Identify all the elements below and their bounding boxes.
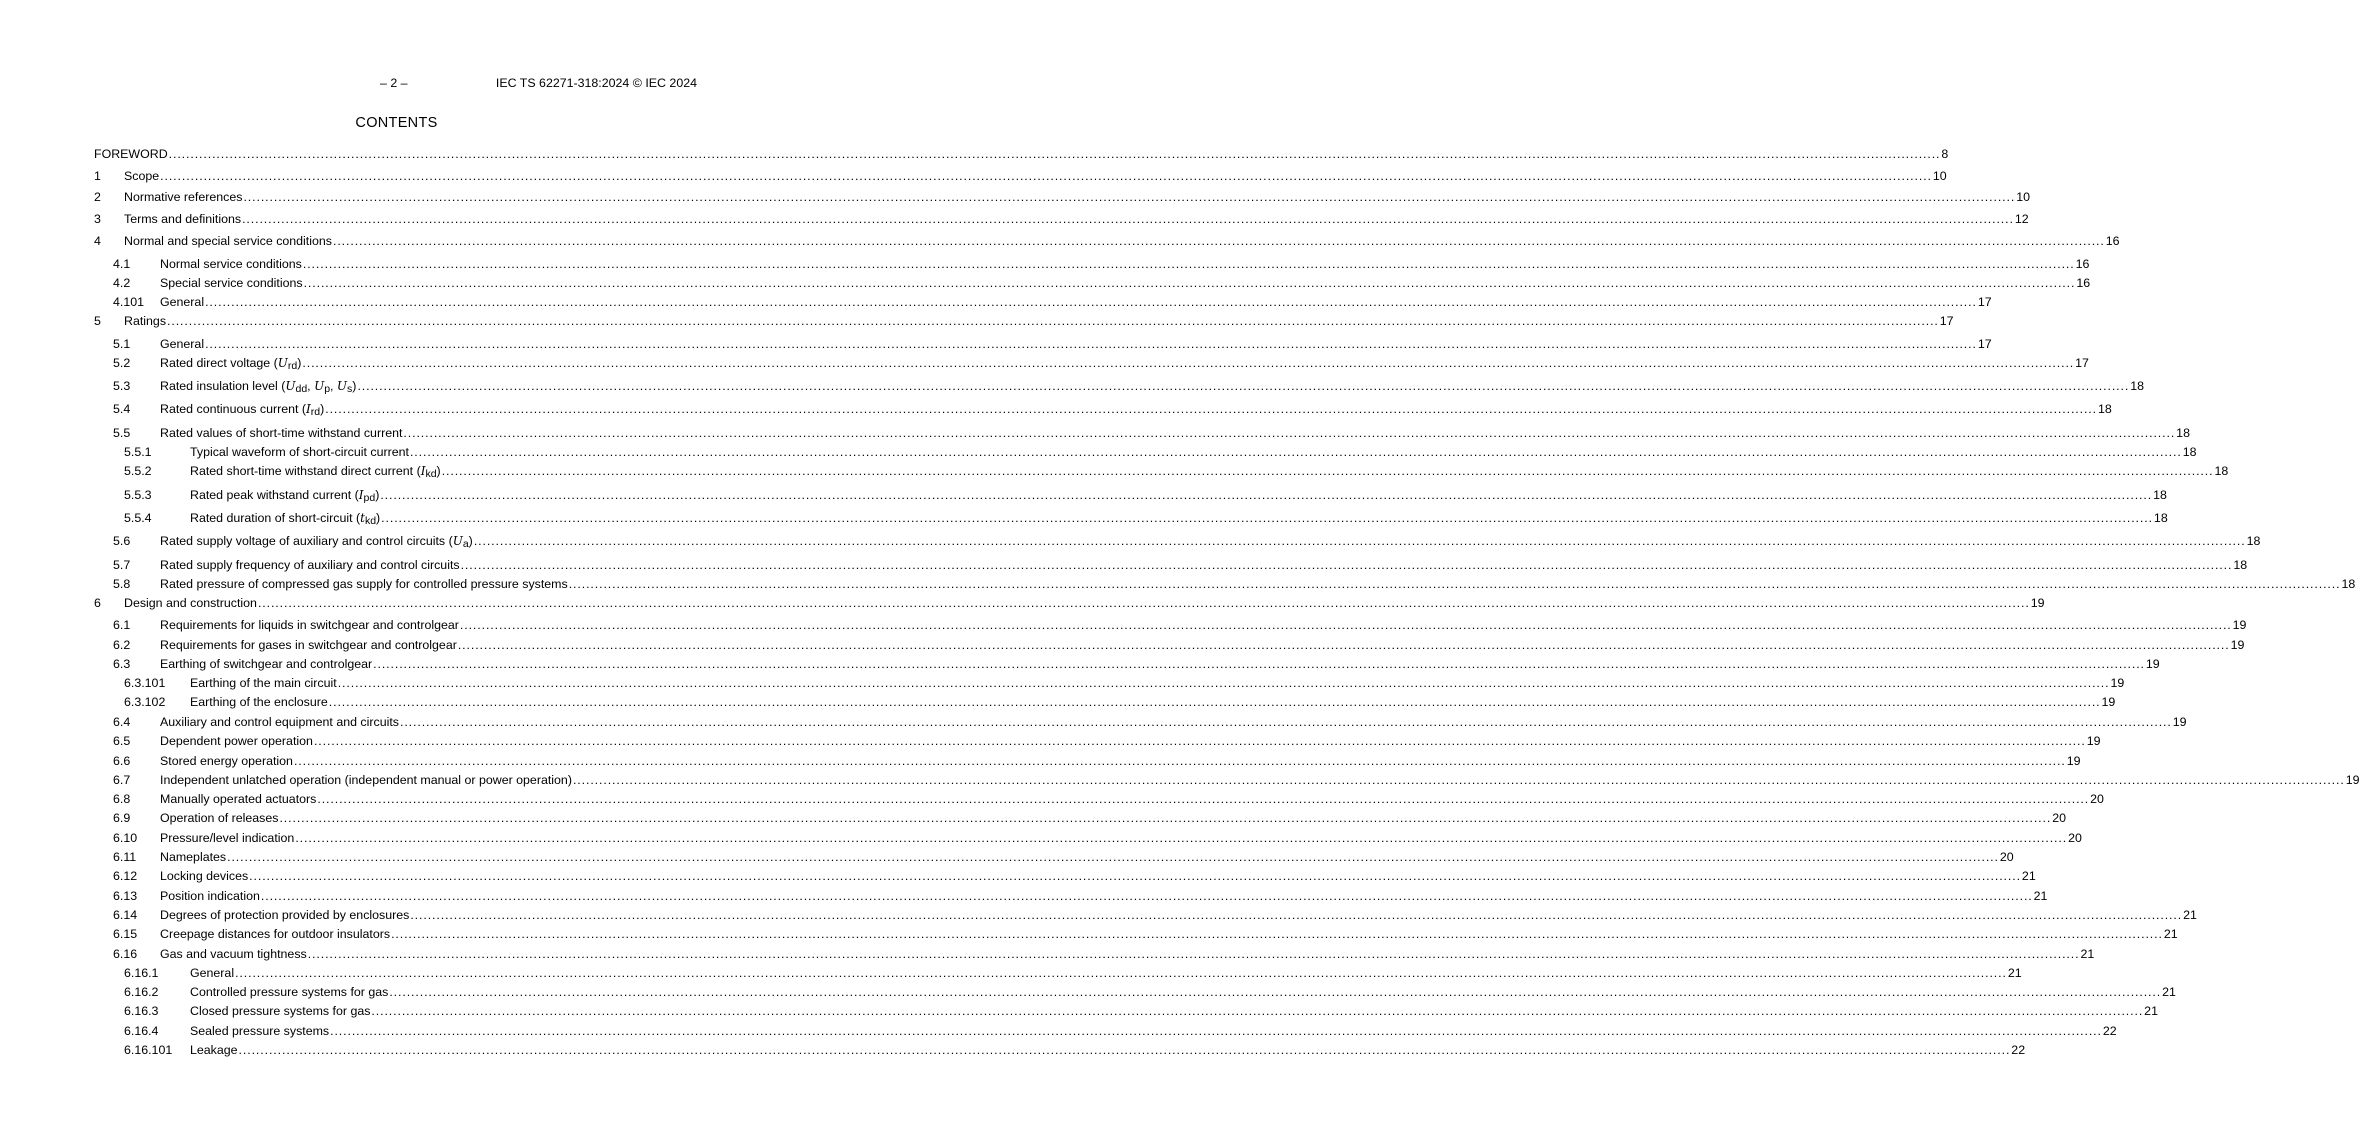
toc-leader [308, 946, 2080, 962]
toc-leader [242, 211, 2014, 227]
toc-page: 16 [2105, 234, 2120, 248]
toc-leader [403, 425, 2175, 441]
toc-leader [294, 753, 2066, 769]
toc-entry[interactable] [113, 576, 2356, 592]
toc-page: 21 [2162, 985, 2176, 999]
title-text: ) [468, 534, 473, 548]
title-text: , [330, 379, 337, 393]
toc-page: 22 [2011, 1043, 2026, 1057]
toc-number: 5.7 [113, 558, 131, 572]
toc-title: Controlled pressure systems for gas [190, 985, 389, 999]
toc-number: 6.16.1 [124, 966, 159, 980]
contents-title: CONTENTS [355, 115, 438, 131]
subscript: pd [363, 492, 376, 504]
toc-entry[interactable] [113, 733, 2101, 749]
toc-leader [373, 656, 2145, 672]
toc-leader [205, 294, 1977, 310]
title-text: ) [436, 464, 441, 478]
toc-page: 19 [2086, 734, 2101, 748]
toc-number: 6.5 [113, 734, 131, 748]
toc-number: 6.13 [113, 889, 138, 903]
toc-entry[interactable] [113, 830, 2082, 846]
toc-entry[interactable] [94, 168, 1947, 184]
toc-leader [410, 907, 2182, 923]
toc-page: 20 [2090, 792, 2104, 806]
toc-title: Normal and special service conditions [124, 234, 332, 248]
toc-title: Independent unlatched operation (independent manual or power operation) [160, 773, 572, 787]
toc-number: 5.5.1 [124, 445, 152, 459]
title-text: ) [352, 379, 357, 393]
toc-entry[interactable] [113, 425, 2190, 441]
subscript: p [324, 383, 331, 395]
toc-number: 6.4 [113, 715, 131, 729]
symbol: I [358, 488, 364, 502]
toc-page: 18 [2182, 445, 2197, 459]
toc-page: 22 [2102, 1024, 2117, 1038]
toc-title: Terms and definitions [124, 212, 242, 226]
toc-entry[interactable] [113, 868, 2036, 884]
toc-leader [160, 168, 1932, 184]
toc-title: Special service conditions [160, 276, 303, 290]
toc-entry[interactable] [113, 926, 2178, 942]
title-text: Rated insulation level ( [160, 379, 286, 393]
title-text: Rated supply voltage of auxiliary and control circuits ( [160, 534, 453, 548]
toc-title: Pressure/level indication [160, 831, 295, 845]
toc-entry[interactable] [113, 378, 2144, 395]
toc-entry[interactable] [124, 444, 2197, 460]
toc-title: Requirements for gases in switchgear and controlgear [160, 638, 457, 652]
toc-entry[interactable] [113, 714, 2187, 730]
toc-page: 21 [2033, 889, 2048, 903]
toc-number: 4.2 [113, 276, 131, 290]
toc-entry[interactable] [113, 946, 2095, 962]
toc-number: 6.11 [113, 850, 137, 864]
toc-page: 17 [1977, 337, 1992, 351]
toc-page: 17 [2075, 356, 2089, 370]
toc-title [160, 401, 324, 420]
toc-number: 5.8 [113, 577, 131, 591]
toc-page: 20 [1999, 850, 2014, 864]
toc-page: 18 [2341, 577, 2356, 591]
toc-leader [167, 313, 1939, 329]
toc-page: 21 [2163, 927, 2178, 941]
title-text: ) [297, 356, 302, 370]
toc-title: Earthing of switchgear and controlgear [160, 657, 373, 671]
toc-entry[interactable] [94, 595, 2045, 611]
toc-leader [442, 463, 2214, 479]
toc-leader [460, 617, 2232, 633]
subscript: s [347, 383, 353, 395]
toc-number: 6.10 [113, 831, 138, 845]
page-header [0, 76, 793, 92]
toc-page: 10 [1932, 169, 1947, 183]
toc-number: 4.101 [113, 295, 145, 309]
toc-page: 21 [2144, 1004, 2158, 1018]
title-text: ) [376, 511, 381, 525]
toc-leader [304, 275, 2076, 291]
toc-entry[interactable] [113, 656, 2160, 672]
symbol: I [306, 402, 311, 416]
toc-number: 4 [94, 234, 101, 248]
title-text: , [307, 379, 315, 393]
toc-page: 18 [2153, 488, 2167, 502]
toc-entry[interactable] [94, 313, 1954, 329]
subscript: kd [425, 468, 437, 480]
toc-title: Locking devices [160, 869, 249, 883]
toc-number: 6.1 [113, 618, 131, 632]
toc-title: Degrees of protection provided by enclosures [160, 908, 410, 922]
toc-title: FOREWORD [94, 147, 168, 161]
toc-title [190, 487, 379, 506]
toc-leader [205, 336, 1977, 352]
toc-entry[interactable] [113, 336, 1992, 352]
toc-page: 18 [2153, 511, 2168, 525]
toc-number: 5 [94, 314, 101, 328]
toc-title: Rated values of short-time withstand current [160, 426, 403, 440]
toc-title [190, 510, 380, 529]
toc-entry[interactable] [113, 888, 2048, 904]
toc-title: Auxiliary and control equipment and circuits [160, 715, 399, 729]
toc-entry[interactable] [113, 849, 2014, 865]
subscript: a [462, 538, 469, 550]
toc-entry[interactable] [113, 772, 2360, 788]
toc-entry[interactable] [124, 1042, 2026, 1058]
toc-entry[interactable] [113, 557, 2248, 573]
toc-page: 21 [2021, 869, 2036, 883]
toc-entry[interactable] [124, 694, 2116, 710]
toc-number: 6.14 [113, 908, 138, 922]
toc-number: 5.5 [113, 426, 131, 440]
toc-number: 6.8 [113, 792, 131, 806]
toc-leader [458, 637, 2230, 653]
toc-title: Manually operated actuators [160, 792, 317, 806]
toc-number: 5.2 [113, 356, 131, 370]
toc-number: 5.5.4 [124, 511, 152, 525]
subscript: rd [310, 406, 321, 418]
toc-title: General [160, 337, 205, 351]
toc-leader [381, 510, 2153, 526]
symbol: U [336, 379, 348, 393]
toc-leader [338, 675, 2110, 691]
title-text: Rated peak withstand current ( [190, 488, 359, 502]
toc-number: 6.16.2 [124, 985, 159, 999]
toc-page: 19 [2145, 657, 2160, 671]
title-text: Rated continuous current ( [160, 402, 307, 416]
toc-title: Design and construction [124, 596, 257, 610]
toc-page: 16 [2075, 257, 2090, 271]
toc-page: 18 [2130, 379, 2144, 393]
toc-leader [569, 576, 2341, 592]
toc-page: 20 [2068, 831, 2082, 845]
symbol: U [314, 379, 325, 393]
toc-page: 12 [2014, 212, 2029, 226]
toc-title: Leakage [190, 1043, 238, 1057]
toc-entry[interactable] [113, 637, 2245, 653]
toc-page: 19 [2172, 715, 2187, 729]
toc-leader [227, 849, 1999, 865]
toc-leader [410, 444, 2182, 460]
toc-title: Sealed pressure systems [190, 1024, 330, 1038]
toc-leader [169, 146, 1941, 162]
toc-entry[interactable] [113, 294, 1992, 310]
toc-entry[interactable] [124, 487, 2167, 504]
toc-page: 18 [2176, 426, 2190, 440]
toc-number: 6 [94, 596, 101, 610]
toc-page: 18 [2233, 558, 2248, 572]
toc-number: 3 [94, 212, 101, 226]
toc-leader [391, 926, 2163, 942]
toc-number: 6.12 [113, 869, 138, 883]
toc-number: 5.3 [113, 379, 131, 393]
toc-leader [314, 733, 2086, 749]
toc-number: 6.7 [113, 773, 131, 787]
subscript: kd [364, 515, 377, 527]
toc-entry[interactable] [113, 275, 2091, 291]
toc-entry[interactable] [124, 984, 2176, 1000]
toc-page: 8 [1941, 147, 1949, 161]
toc-leader [303, 256, 2075, 272]
toc-number: 5.6 [113, 534, 131, 548]
toc-entry[interactable] [113, 907, 2197, 923]
toc-number: 6.3.102 [124, 695, 166, 709]
toc-entry[interactable] [124, 1023, 2117, 1039]
toc-title [160, 378, 356, 397]
toc-page: 19 [2345, 773, 2360, 787]
toc-page: 19 [2110, 676, 2125, 690]
toc-page: 18 [2214, 464, 2229, 478]
toc-number: 1 [94, 169, 101, 183]
symbol: U [285, 379, 296, 393]
toc-leader [573, 772, 2345, 788]
toc-title: Operation of releases [160, 811, 279, 825]
toc-title: Requirements for liquids in switchgear and controlgear [160, 618, 459, 632]
toc-page: 18 [2098, 402, 2112, 416]
toc-entry[interactable] [113, 401, 2112, 418]
toc-page: 21 [2080, 947, 2095, 961]
toc-leader [380, 487, 2152, 503]
toc-leader [371, 1003, 2143, 1019]
toc-entry[interactable] [124, 965, 2022, 981]
toc-title: Stored energy operation [160, 754, 293, 768]
toc-title: Nameplates [160, 850, 227, 864]
toc-leader [258, 595, 2030, 611]
toc-entry[interactable] [113, 355, 2089, 372]
toc-title: Earthing of the main circuit [190, 676, 337, 690]
toc-number: 6.6 [113, 754, 131, 768]
toc-title: Normal service conditions [160, 257, 302, 271]
toc-entry[interactable] [124, 510, 2168, 527]
toc-title: Ratings [124, 314, 167, 328]
toc-entry[interactable] [113, 791, 2104, 807]
toc-entry[interactable] [113, 533, 2261, 550]
symbol: t [360, 511, 365, 525]
toc-title: Creepage distances for outdoor insulators [160, 927, 391, 941]
symbol: U [452, 534, 463, 548]
toc-number: 5.4 [113, 402, 131, 416]
toc-entry[interactable] [113, 256, 2090, 272]
toc-page: 19 [2066, 754, 2081, 768]
toc-leader [302, 355, 2074, 371]
toc-number: 4.1 [113, 257, 131, 271]
toc-entry[interactable] [94, 189, 2030, 205]
toc-page: 18 [2246, 534, 2261, 548]
toc-leader [295, 830, 2067, 846]
title-text: ) [320, 402, 325, 416]
toc-number: 6.16.4 [124, 1024, 159, 1038]
toc-page: 20 [2052, 811, 2067, 825]
toc-page: 19 [2232, 618, 2247, 632]
toc-leader [243, 189, 2015, 205]
toc-number: 5.5.2 [124, 464, 152, 478]
toc-page: 17 [1939, 314, 1954, 328]
toc-number: 6.16.101 [124, 1043, 173, 1057]
toc-title: General [160, 295, 205, 309]
toc-leader [461, 557, 2233, 573]
toc-leader [279, 810, 2051, 826]
toc-title: Gas and vacuum tightness [160, 947, 307, 961]
toc-leader [261, 888, 2033, 904]
toc-number: 6.15 [113, 927, 138, 941]
toc-leader [317, 791, 2089, 807]
toc-title: General [190, 966, 235, 980]
toc-number: 5.1 [113, 337, 131, 351]
toc-title: Earthing of the enclosure [190, 695, 328, 709]
toc-entry[interactable] [113, 753, 2081, 769]
toc-entry[interactable] [124, 675, 2125, 691]
toc-leader [329, 694, 2101, 710]
subscript: dd [295, 383, 308, 395]
toc-leader [333, 233, 2105, 249]
toc-page: 16 [2076, 276, 2091, 290]
toc-title [160, 355, 301, 374]
title-text: Rated short-time withstand direct current ( [190, 464, 421, 478]
toc-page: 19 [2030, 596, 2045, 610]
toc-entry[interactable] [113, 810, 2067, 826]
toc-leader [325, 401, 2097, 417]
toc-page: 21 [2183, 908, 2197, 922]
toc-entry[interactable] [94, 233, 2120, 249]
toc-title: Dependent power operation [160, 734, 313, 748]
toc-title: Rated supply frequency of auxiliary and control circuits [160, 558, 460, 572]
toc-title: Closed pressure systems for gas [190, 1004, 371, 1018]
toc-page: 19 [2230, 638, 2245, 652]
toc-page: 17 [1977, 295, 1992, 309]
title-text: Rated direct voltage ( [160, 356, 278, 370]
toc-leader [357, 378, 2129, 394]
page-number: – 2 – [380, 76, 408, 90]
standard-identifier: IEC TS 62271-318:2024 © IEC 2024 [495, 76, 697, 90]
toc-number: 6.2 [113, 638, 131, 652]
toc-number: 6.3.101 [124, 676, 166, 690]
toc-leader [235, 965, 2007, 981]
toc-entry[interactable] [124, 463, 2229, 480]
symbol: U [277, 356, 288, 370]
toc-number: 6.9 [113, 811, 131, 825]
toc-title: Rated pressure of compressed gas supply for controlled pressure systems [160, 577, 568, 591]
subscript: rd [287, 360, 298, 372]
toc-number: 6.16.3 [124, 1004, 159, 1018]
toc-leader [249, 868, 2021, 884]
toc-page: 10 [2016, 190, 2030, 204]
toc-leader [389, 984, 2161, 1000]
toc-page: 19 [2101, 695, 2116, 709]
toc-number: 6.16 [113, 947, 138, 961]
toc-leader [330, 1023, 2102, 1039]
toc-number: 5.5.3 [124, 488, 152, 502]
toc-leader [400, 714, 2172, 730]
toc-page: 21 [2007, 966, 2022, 980]
symbol: I [420, 464, 426, 478]
toc-entry[interactable] [94, 211, 2029, 227]
title-text: ) [375, 488, 380, 502]
toc-number: 6.3 [113, 657, 131, 671]
title-text: Rated duration of short-circuit ( [190, 511, 361, 525]
toc-number: 2 [94, 190, 101, 204]
toc-entry[interactable] [124, 1003, 2158, 1019]
toc-entry[interactable] [113, 617, 2247, 633]
toc-title: Typical waveform of short-circuit current [190, 445, 409, 459]
toc-title [160, 533, 473, 552]
toc-leader [474, 533, 2246, 549]
toc-entry[interactable] [94, 146, 1949, 162]
toc-title: Scope [124, 169, 160, 183]
toc-title [190, 463, 441, 482]
toc-leader [239, 1042, 2011, 1058]
toc-title: Normative references [124, 190, 243, 204]
toc-title: Position indication [160, 889, 260, 903]
